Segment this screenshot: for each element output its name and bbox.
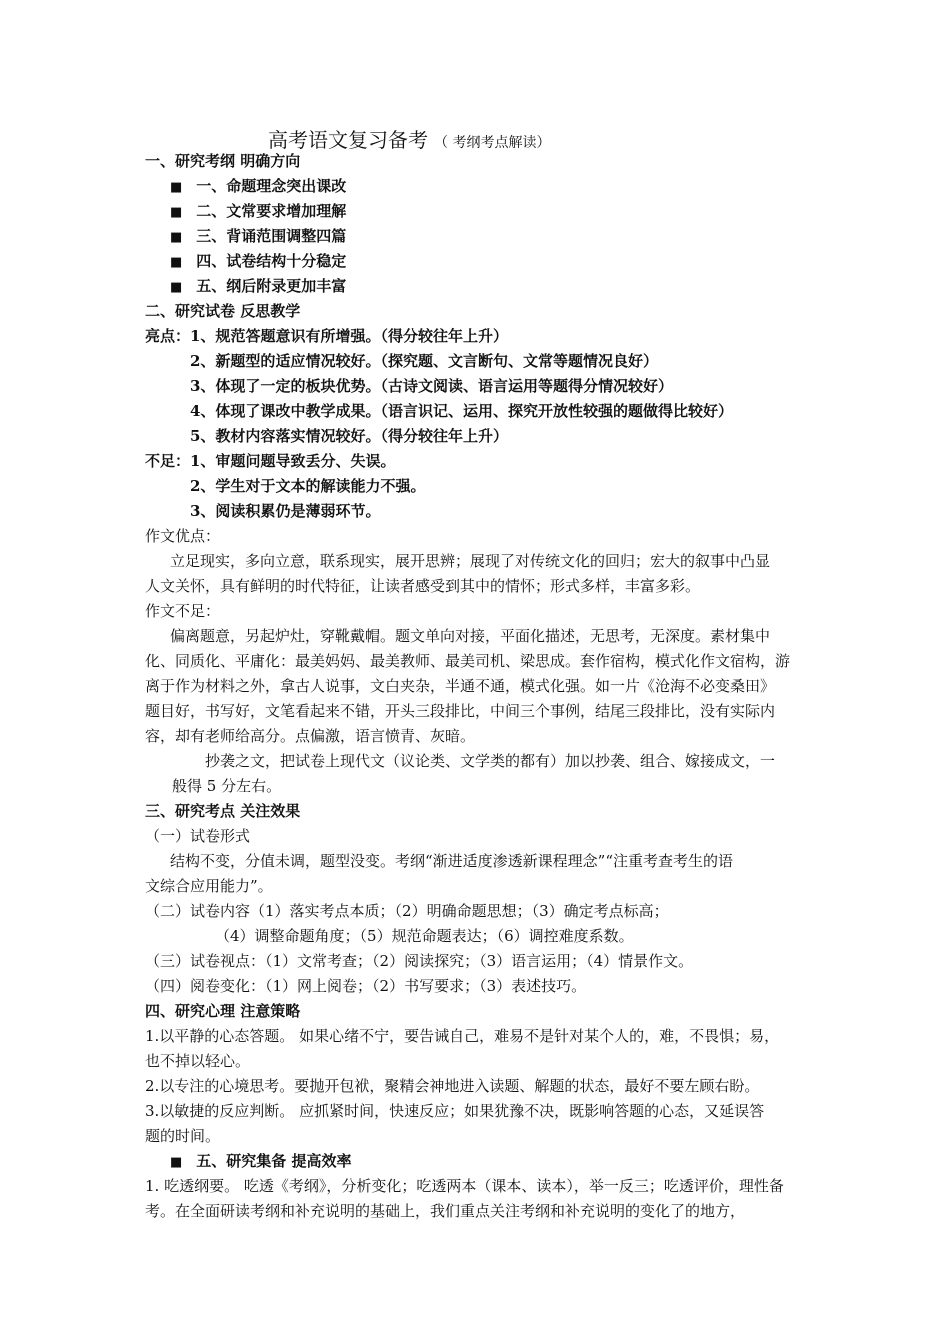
text-line: 化、同质化、平庸化：最美妈妈、最美教师、最美司机、梁思成。套作宿构，模式化作文宿构，游: [145, 652, 791, 670]
text-line: 题目好，书写好，文笔看起来不错，开头三段排比，中间三个事例，结尾三段排比，没有实际内: [145, 702, 776, 720]
section-heading-1: 一、研究考纲 明确方向: [145, 152, 301, 170]
bullet-square-icon: ■: [170, 180, 183, 195]
text-line: （4）调整命题角度；（5）规范命题表达；（6）调控难度系数。: [215, 927, 634, 945]
text-line: 题的时间。: [145, 1127, 221, 1145]
bullet-square-icon: ■: [170, 230, 183, 245]
text-line: （四）阅卷变化：（1）网上阅卷；（2）书写要求；（3）表述技巧。: [145, 977, 587, 995]
section-heading-4: 四、研究心理 注意策略: [145, 1002, 301, 1020]
text-line: 立足现实，多向立意，联系现实，展开思辨；展现了对传统文化的回归；宏大的叙事中凸显: [170, 552, 771, 570]
text-line: （三）试卷视点：（1）文常考查；（2）阅读探究；（3）语言运用；（4）情景作文。: [145, 952, 694, 970]
text-line: 人文关怀，具有鲜明的时代特征，让读者感受到其中的情怀；形式多样，丰富多彩。: [145, 577, 701, 595]
text-line: 3.以敏捷的反应判断。 应抓紧时间，快速反应；如果犹豫不决，既影响答题的心态，又延误答: [145, 1102, 765, 1120]
text-line: 4、体现了课改中教学成果。（语言识记、运用、探究开放性较强的题做得比较好）: [190, 402, 733, 420]
bullet-square-icon: ■: [170, 1155, 183, 1170]
text-line: 5、教材内容落实情况较好。（得分较往年上升）: [190, 427, 508, 445]
text-line: 1.以平静的心态答题。 如果心绪不宁，要告诫自己，难易不是针对某个人的，难，不畏惧；易，: [145, 1027, 780, 1045]
title-main: 高考语文复习备考: [268, 128, 428, 152]
list-item: ■ 五、纲后附录更加丰富: [170, 277, 347, 295]
text-line: 结构不变，分值未调，题型没变。考纲“渐进适度渗透新课程理念”“注重考查考生的语: [170, 852, 734, 870]
section-heading-5: ■ 五、研究集备 提高效率: [170, 1152, 352, 1170]
text-line: 抄袭之文，把试卷上现代文（议论类、文学类的都有）加以抄袭、组合、嫁接成文，一: [205, 752, 776, 770]
list-item: ■ 一、命题理念突出课改: [170, 177, 347, 195]
title-subtitle: （ 考纲考点解读）: [434, 135, 551, 151]
text-line: 般得 5 分左右。: [172, 777, 282, 795]
bullet-square-icon: ■: [170, 280, 183, 295]
text-line: 偏离题意，另起炉灶，穿靴戴帽。题文单向对接，平面化描述，无思考，无深度。素材集中: [170, 627, 771, 645]
text-line: 不足：1、审题问题导致丢分、失误。: [145, 452, 396, 470]
document-title: [268, 124, 550, 153]
text-line: 容，却有老师给高分。点偏激，语言愤青、灰暗。: [145, 727, 476, 745]
text-line: 文综合应用能力”。: [145, 877, 273, 895]
section-heading-2: 二、研究试卷 反思教学: [145, 302, 301, 320]
text-line: 也不掉以轻心。: [145, 1052, 251, 1070]
text-line: 1. 吃透纲要。 吃透《考纲》，分析变化；吃透两本（课本、读本），举一反三；吃透评价，理性备: [145, 1177, 784, 1195]
text-line: 离于作为材料之外，拿古人说事，文白夹杂，半通不通，模式化强。如一片《沧海不必变桑田》: [145, 677, 776, 695]
text-line: 2、新题型的适应情况较好。（探究题、文言断句、文常等题情况良好）: [190, 352, 658, 370]
text-line: 2、学生对于文本的解读能力不强。: [190, 477, 426, 495]
text-line: 2.以专注的心境思考。要抛开包袱，聚精会神地进入读题、解题的状态，最好不要左顾右盼。: [145, 1077, 760, 1095]
bullet-square-icon: ■: [170, 255, 183, 270]
list-item: ■ 二、文常要求增加理解: [170, 202, 347, 220]
text-line: 亮点：1、规范答题意识有所增强。（得分较往年上升）: [145, 327, 508, 345]
bullet-square-icon: ■: [170, 205, 183, 220]
section-heading-3: 三、研究考点 关注效果: [145, 802, 301, 820]
list-item: ■ 三、背诵范围调整四篇: [170, 227, 347, 245]
text-line: 作文优点：: [145, 527, 221, 545]
list-item: ■ 四、试卷结构十分稳定: [170, 252, 347, 270]
text-line: 3、阅读积累仍是薄弱环节。: [190, 502, 381, 520]
text-line: （二）试卷内容（1）落实考点本质；（2）明确命题思想；（3）确定考点标高；: [145, 902, 669, 920]
text-line: 考。在全面研读考纲和补充说明的基础上，我们重点关注考纲和补充说明的变化了的地方，: [145, 1202, 746, 1220]
text-line: （一）试卷形式: [145, 827, 251, 845]
text-line: 3、体现了一定的板块优势。（古诗文阅读、语言运用等题得分情况较好）: [190, 377, 673, 395]
text-line: 作文不足：: [145, 602, 221, 620]
